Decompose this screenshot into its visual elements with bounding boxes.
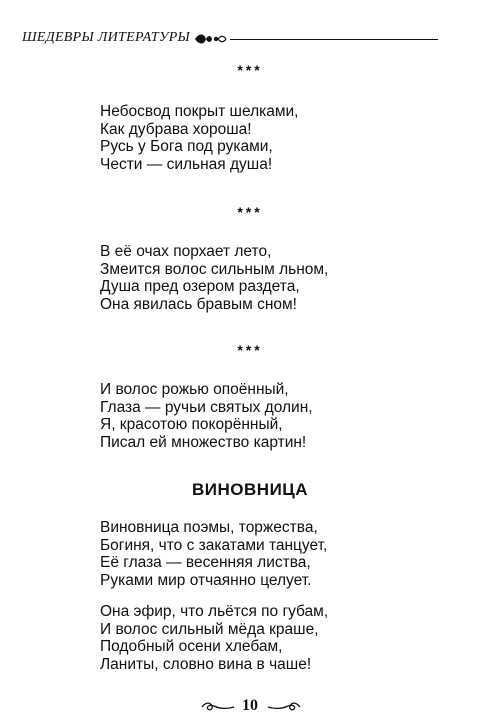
section-separator: ***	[237, 204, 263, 220]
stanza	[100, 103, 460, 173]
verse-line: Как дубрава хороша!	[100, 120, 252, 138]
verse-line: Я, красотою покорённый,	[100, 416, 283, 433]
verse-line: Чести — сильная душа!	[100, 155, 273, 173]
section-separator: ***	[237, 62, 263, 78]
page-number: 10	[242, 697, 258, 714]
running-header	[22, 30, 438, 52]
verse-line: И волос рожью опоённый,	[100, 381, 289, 398]
poem-title: ВИНОВНИЦА	[192, 480, 308, 499]
section-separator: ***	[237, 342, 263, 358]
verse-line: Её глаза — весенняя листва,	[100, 554, 311, 571]
fleur-ornament-icon	[193, 31, 227, 47]
verse-line: Писал ей множество картин!	[100, 433, 307, 451]
stanza	[100, 381, 460, 451]
verse-line: Руками мир отчаянно целует.	[100, 571, 312, 589]
verse-line: Виновница поэмы, торжества,	[100, 519, 318, 536]
verse-line: Богиня, что с закатами танцует,	[100, 536, 328, 554]
header-title: ШЕДЕВРЫ ЛИТЕРАТУРЫ	[22, 30, 191, 45]
stanza	[100, 243, 460, 313]
page-footer	[0, 697, 500, 717]
stanza	[100, 603, 460, 673]
verse-line: Змеится волос сильным льном,	[100, 260, 329, 278]
verse-line: Русь у Бога под руками,	[100, 138, 273, 155]
verse-line: Она явилась бравым сном!	[100, 295, 297, 313]
verse-line: Она эфир, что льётся по губам,	[100, 603, 329, 620]
header-rule	[230, 39, 438, 40]
verse-line: Душа пред озером раздета,	[100, 278, 300, 295]
verse-line: Подобный осени хлебам,	[100, 638, 283, 655]
verse-line: Небосвод покрыт шелками,	[100, 103, 299, 120]
verse-line: В её очах порхает лето,	[100, 243, 272, 260]
stanza	[100, 519, 460, 589]
verse-line: Глаза — ручьи святых долин,	[100, 398, 313, 416]
verse-line: Ланиты, словно вина в чаше!	[100, 655, 312, 673]
swirl-ornament-icon	[266, 701, 302, 713]
verse-line: И волос сильный мёда краше,	[100, 620, 319, 638]
